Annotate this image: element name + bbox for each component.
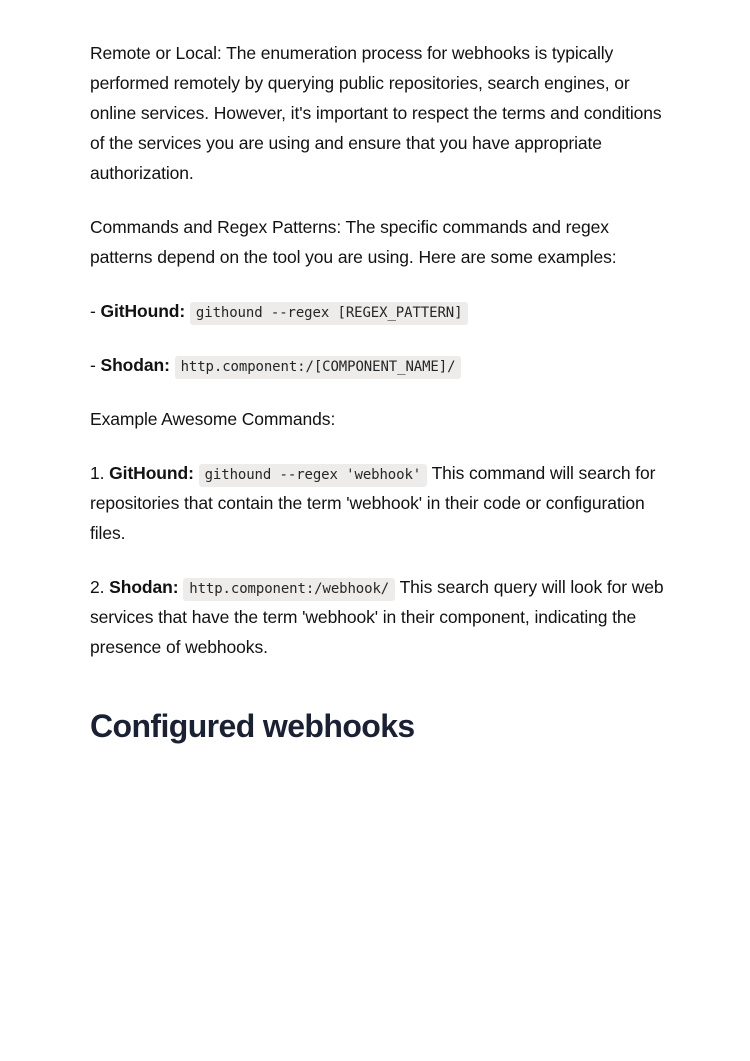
item-number: 1. <box>90 463 105 483</box>
inline-code-githound-webhook: githound --regex 'webhook' <box>199 464 428 487</box>
inline-code-githound-regex-pattern: githound --regex [REGEX_PATTERN] <box>190 302 469 325</box>
item-label-shodan: Shodan: <box>109 577 179 597</box>
bullet-label-githound: GitHound: <box>100 301 186 321</box>
item-number: 2. <box>90 577 105 597</box>
item-label-githound: GitHound: <box>109 463 194 483</box>
bullet-item-shodan <box>90 350 665 380</box>
bullet-item-githound <box>90 296 665 326</box>
paragraph-commands-regex: Commands and Regex Patterns: The specific commands and regex patterns depend on the tool you are using. Here are some examples: <box>90 217 617 267</box>
section-heading-configured-webhooks: Configured webhooks <box>90 708 415 744</box>
bullet-dash: - <box>90 355 96 375</box>
bullet-dash: - <box>90 301 96 321</box>
paragraph-example-commands-heading: Example Awesome Commands: <box>90 409 336 429</box>
item-description-shodan: This search query will look for web services that have the term 'webhook' in their component, indicating the presence of webhooks. <box>90 577 664 657</box>
item-description-githound: This command will search for repositories that contain the term 'webhook' in their code or configuration files. <box>90 463 656 543</box>
inline-code-shodan-component-name: http.component:/[COMPONENT_NAME]/ <box>175 356 462 379</box>
inline-code-shodan-webhook: http.component:/webhook/ <box>183 578 395 601</box>
bullet-label-shodan: Shodan: <box>100 355 170 375</box>
numbered-item-shodan <box>90 572 665 662</box>
paragraph-remote-or-local: Remote or Local: The enumeration process for webhooks is typically performed remotely by querying public repositories, search engines, or online services. However, it's important to respect the terms and conditions of the services you are using and ensure that you have appropriate authorization. <box>90 43 662 183</box>
numbered-item-githound <box>90 458 665 548</box>
